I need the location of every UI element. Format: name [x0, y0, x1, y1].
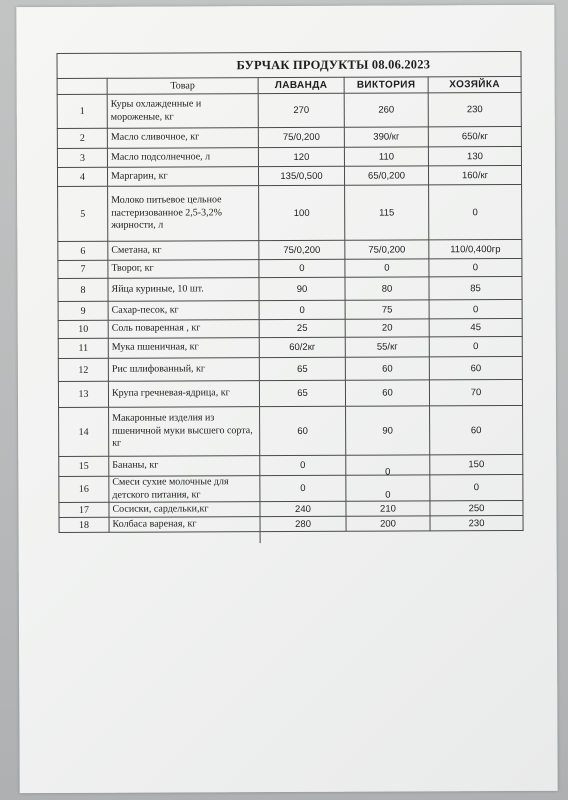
price-khozyaika [429, 239, 522, 258]
price-khozyaika-text: 60 [470, 424, 482, 436]
price-khozyaika-text: 650/кг [461, 131, 488, 143]
product-name-text: Бананы, кг [112, 459, 159, 472]
price-lavanda [259, 319, 345, 337]
row-number [57, 128, 107, 148]
price-viktoria-text: 115 [379, 207, 395, 219]
table-row [58, 299, 522, 320]
price-khozyaika [428, 126, 521, 146]
header-store-khozyaika: ХОЗЯЙКА [428, 76, 521, 92]
price-viktoria [345, 357, 429, 380]
price-lavanda [259, 300, 345, 319]
price-viktoria-text: 0 [385, 466, 391, 478]
price-lavanda-text: 100 [293, 207, 310, 219]
row-number-text: 12 [78, 364, 89, 376]
row-number [59, 517, 109, 532]
price-lavanda-text: 60 [297, 425, 308, 437]
price-lavanda-text: 0 [300, 459, 306, 471]
price-lavanda [259, 240, 345, 259]
empty-cell [260, 531, 346, 543]
price-khozyaika [429, 299, 522, 318]
price-viktoria [345, 240, 429, 259]
price-lavanda-text: 240 [295, 503, 311, 515]
price-khozyaika-text: 70 [470, 387, 482, 399]
price-khozyaika [428, 146, 521, 165]
price-lavanda [258, 147, 344, 166]
price-viktoria-text: 60 [382, 363, 393, 375]
price-viktoria [345, 300, 429, 319]
product-name-text: Молоко питьевое цельное пастеризованное 2,5-3,2% жирности, л [111, 194, 222, 231]
row-number [59, 502, 109, 517]
row-number [58, 301, 108, 320]
header-store-lavanda: ЛАВАНДА [258, 77, 344, 93]
row-number-text: 8 [80, 284, 86, 296]
product-name-text: Яйца куриные, 10 шт. [111, 283, 204, 295]
row-number-text: 3 [79, 152, 85, 164]
table-row [59, 454, 523, 476]
title-row [57, 51, 521, 78]
table-title: БУРЧАК ПРОДУКТЫ 08.06.2023 [236, 56, 431, 72]
product-name-text: Колбаса вареная, кг [112, 518, 197, 530]
product-name [108, 381, 259, 408]
row-number [59, 456, 109, 476]
price-khozyaika-text: 85 [470, 282, 481, 294]
price-khozyaika [430, 454, 523, 474]
price-viktoria-text: 75/0,200 [368, 243, 406, 256]
product-name-text: Творог, кг [111, 262, 154, 275]
product-name [108, 241, 259, 261]
price-viktoria [345, 319, 429, 337]
price-khozyaika-text: 250 [468, 502, 485, 514]
price-khozyaika [429, 276, 522, 299]
price-khozyaika-text: 150 [468, 459, 485, 471]
price-lavanda [260, 455, 346, 475]
row-number [58, 320, 108, 338]
product-name [108, 320, 259, 339]
row-number [58, 358, 108, 381]
price-viktoria-text: 65/0,200 [368, 169, 406, 182]
price-khozyaika-text: 110/0,400гр [450, 243, 501, 255]
price-lavanda [260, 516, 346, 531]
product-name-text: Рис шлифованный, кг [111, 363, 206, 375]
price-khozyaika-text: 230 [466, 104, 483, 116]
price-khozyaika [430, 500, 523, 515]
product-name [109, 456, 260, 477]
price-viktoria-text: 210 [380, 503, 396, 515]
row-number [57, 148, 107, 167]
price-viktoria [346, 455, 430, 478]
row-number-text: 15 [78, 460, 89, 472]
product-name [107, 167, 258, 187]
price-viktoria [345, 259, 429, 277]
row-number-text: 5 [80, 208, 86, 220]
table-row [58, 379, 522, 407]
price-viktoria [345, 380, 429, 406]
table-row [58, 184, 522, 241]
row-number-text: 4 [80, 171, 86, 183]
price-khozyaika-text: 0 [473, 341, 479, 353]
price-lavanda [259, 185, 345, 240]
price-khozyaika-text: 60 [470, 362, 482, 374]
price-viktoria [344, 93, 428, 127]
price-lavanda [258, 93, 344, 127]
price-khozyaika-text: 0 [472, 206, 478, 218]
product-name [108, 186, 259, 242]
product-name-text: Масло подсолнечное, л [110, 151, 211, 163]
table-row [58, 276, 522, 301]
trailing-empty-row [59, 530, 523, 544]
price-lavanda-text: 65 [297, 363, 308, 375]
price-khozyaika-text: 230 [468, 517, 485, 529]
price-lavanda-text: 0 [299, 262, 305, 274]
price-lavanda-text: 135/0,500 [280, 170, 323, 182]
header-num [57, 78, 107, 94]
row-number [59, 476, 109, 502]
price-khozyaika-text: 0 [472, 303, 479, 315]
price-lavanda-text: 75/0,200 [282, 131, 320, 144]
product-name-text: Мука пшеничная, кг [111, 341, 199, 354]
empty-cell [59, 532, 109, 544]
price-khozyaika [428, 165, 521, 184]
price-lavanda [260, 475, 346, 501]
price-viktoria [344, 127, 428, 147]
row-number [58, 338, 108, 358]
table-row [57, 146, 521, 167]
product-name-text: Смеси сухие молочные для детского питания, кг [112, 476, 229, 501]
price-viktoria-text: 390/кг [373, 131, 400, 143]
price-khozyaika [430, 405, 523, 454]
table-row [58, 336, 522, 358]
table-row [57, 165, 521, 186]
price-viktoria [344, 166, 428, 185]
price-khozyaika [429, 356, 522, 379]
row-number-text: 14 [78, 426, 89, 438]
empty-cell [346, 531, 430, 543]
row-number-text: 1 [79, 105, 85, 117]
price-khozyaika [428, 92, 521, 126]
product-name [108, 338, 259, 359]
row-number [58, 186, 108, 241]
row-number-text: 13 [78, 388, 89, 400]
price-viktoria [346, 475, 430, 501]
price-viktoria-text: 260 [378, 104, 395, 116]
row-number-text: 11 [78, 342, 89, 354]
row-number-text: 17 [78, 504, 90, 516]
table-row [59, 474, 523, 502]
product-name-text: Макаронные изделия из пшеничной муки высшего сорта, кг [112, 412, 253, 449]
product-name-text: Соль поваренная , кг [111, 322, 201, 335]
product-name-text: Крупа гречневая-ядрица, кг [111, 387, 230, 400]
row-number-text: 18 [79, 519, 90, 531]
header-store-viktoria: ВИКТОРИЯ [344, 77, 428, 93]
price-khozyaika [429, 258, 522, 276]
price-lavanda-text: 65 [297, 387, 308, 399]
row-number [59, 407, 109, 456]
price-viktoria [345, 337, 429, 357]
price-lavanda-text: 90 [296, 283, 308, 295]
price-viktoria-text: 75 [381, 304, 393, 316]
price-lavanda [258, 166, 344, 185]
price-lavanda-text: 120 [293, 151, 310, 163]
row-number-text: 9 [80, 305, 86, 317]
product-name [107, 148, 258, 168]
price-lavanda [259, 357, 345, 380]
row-number [57, 94, 107, 128]
price-lavanda [259, 380, 345, 406]
row-number [58, 260, 108, 278]
product-name [109, 476, 260, 503]
price-viktoria [346, 406, 430, 455]
price-viktoria [346, 516, 430, 531]
product-name [107, 128, 258, 149]
price-khozyaika [430, 515, 523, 530]
product-name [109, 502, 260, 518]
price-khozyaika [429, 184, 522, 239]
price-khozyaika [429, 336, 522, 356]
row-number [57, 167, 107, 186]
price-viktoria [345, 277, 429, 300]
price-khozyaika-text: 130 [466, 150, 483, 162]
price-lavanda-text: 0 [299, 304, 305, 316]
product-name [108, 301, 259, 321]
row-number [58, 241, 108, 260]
price-viktoria-text: 110 [378, 151, 395, 163]
price-lavanda [259, 277, 345, 300]
product-name [109, 517, 260, 533]
price-khozyaika [429, 318, 522, 336]
product-name-text: Сметана, кг [111, 244, 162, 256]
price-lavanda [260, 406, 346, 455]
empty-cell [430, 530, 523, 542]
price-khozyaika-text: 45 [470, 322, 482, 334]
price-khozyaika [429, 379, 522, 405]
table-row [59, 405, 523, 456]
table-row [58, 258, 522, 278]
price-viktoria [344, 147, 428, 166]
price-viktoria-text: 80 [381, 283, 393, 295]
product-name [108, 358, 259, 382]
product-name [108, 260, 259, 279]
price-viktoria [345, 185, 429, 240]
product-name-text: Сахар-песок, кг [111, 304, 179, 316]
price-lavanda-text: 75/0,200 [283, 244, 321, 256]
price-khozyaika [430, 474, 523, 500]
price-lavanda-text: 0 [300, 482, 306, 494]
price-viktoria-text: 0 [385, 489, 391, 501]
product-name [108, 278, 259, 302]
product-name [109, 407, 260, 457]
price-lavanda [259, 259, 345, 277]
row-number-text: 16 [78, 483, 89, 495]
price-khozyaika-text: 160/кг [461, 169, 489, 181]
row-number-text: 6 [80, 245, 86, 257]
product-name-text: Сосиски, сардельки,кг [112, 503, 209, 515]
price-viktoria-text: 90 [382, 425, 393, 437]
price-khozyaika-text: 0 [473, 482, 480, 494]
price-lavanda-text: 25 [296, 322, 308, 334]
price-viktoria-text: 20 [381, 322, 393, 334]
row-number-text: 2 [79, 132, 85, 144]
price-lavanda-text: 270 [293, 104, 310, 116]
price-viktoria-text: 200 [380, 518, 396, 530]
price-viktoria-text: 60 [382, 387, 393, 399]
price-lavanda [259, 337, 345, 357]
price-lavanda [260, 501, 346, 516]
product-name [107, 94, 258, 129]
price-lavanda [258, 127, 344, 147]
table-row [58, 239, 522, 260]
table-title-cell [57, 51, 521, 78]
table-row [58, 356, 522, 381]
product-name-text: Маргарин, кг [111, 170, 168, 182]
product-name-text: Куры охлажденные и мороженые, кг [110, 98, 202, 123]
price-table [56, 51, 523, 544]
empty-cell [109, 532, 260, 544]
header-product: Товар [107, 78, 258, 95]
price-lavanda-text: 60/2кг [289, 341, 316, 353]
paper-sheet [16, 5, 557, 793]
table-body [57, 92, 523, 532]
row-number-text: 7 [80, 263, 86, 275]
price-khozyaika-text: 0 [472, 262, 479, 274]
table-row [58, 318, 522, 338]
price-viktoria-text: 55/кг [376, 341, 398, 353]
row-number [58, 381, 108, 407]
price-lavanda-text: 280 [295, 518, 311, 530]
row-number-text: 10 [78, 323, 89, 335]
table-row [57, 92, 521, 128]
product-name-text: Масло сливочное, кг [110, 131, 200, 144]
table-row [57, 126, 521, 148]
price-viktoria-text: 0 [384, 262, 390, 274]
row-number [58, 278, 108, 301]
price-viktoria [346, 501, 430, 516]
